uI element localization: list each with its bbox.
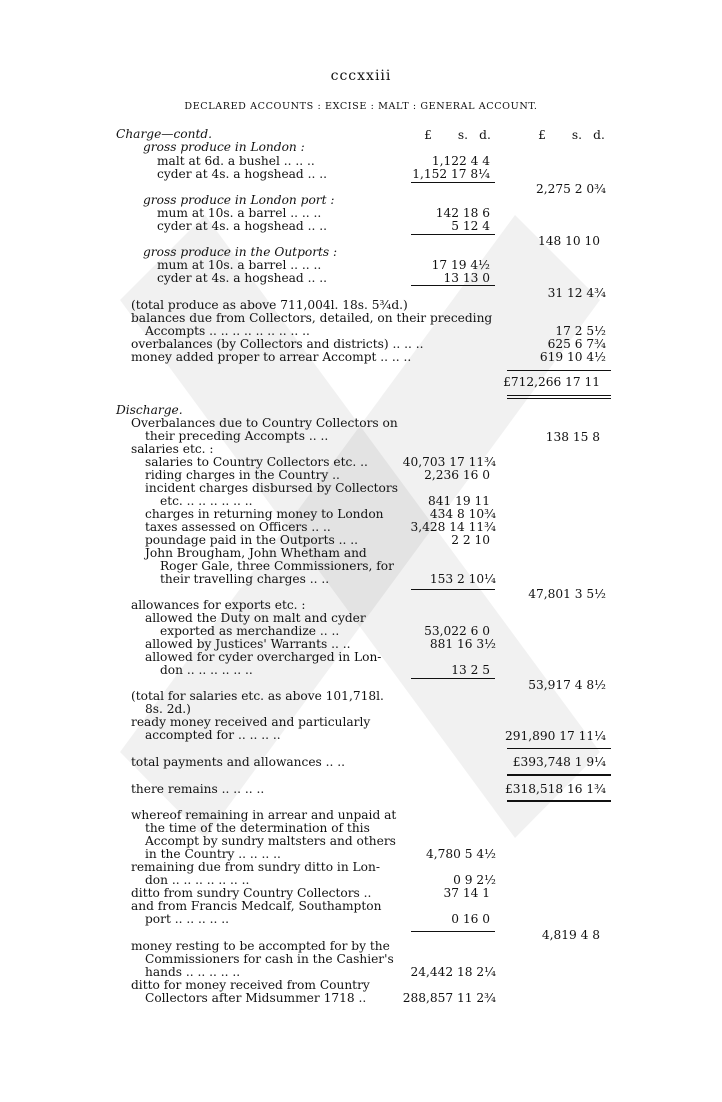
amount-left: 13 2 5 [451, 663, 490, 677]
entry-label: in the Country .. .. .. .. [145, 847, 281, 861]
entry-label: John Brougham, John Whetham and [145, 546, 367, 560]
amount-left: 881 16 3½ [429, 637, 496, 651]
entry-label: their travelling charges .. .. [160, 572, 330, 586]
amount-right: 17 2 5½ [555, 324, 606, 338]
amount-left: 5 12 4 [451, 219, 490, 233]
entry-label: don .. .. .. .. .. .. .. [145, 873, 250, 887]
entry-label: don .. .. .. .. .. .. [160, 663, 253, 677]
amount-left: 0 9 2½ [453, 873, 496, 887]
entry-label: taxes assessed on Officers .. .. [145, 520, 331, 534]
entry-label: their preceding Accompts .. .. [145, 429, 329, 443]
total-rule [507, 774, 611, 776]
entry-label: balances due from Collectors, detailed, on their preceding [131, 311, 493, 325]
entry-label: salaries to Country Collectors etc. .. [145, 455, 368, 469]
entry-label: port .. .. .. .. .. [145, 912, 229, 926]
entry-label: cyder at 4s. a hogshead .. .. [157, 167, 327, 181]
entry-label: whereof remaining in arrear and unpaid at [131, 808, 397, 822]
amount-left: 434 8 10¾ [429, 507, 496, 521]
entry-label: poundage paid in the Outports .. .. [145, 533, 358, 547]
col-header-pence-1: d. [479, 128, 491, 142]
entry-label: mum at 10s. a barrel .. .. .. [157, 206, 322, 220]
entry-label: Accompts .. .. .. .. .. .. .. .. .. [145, 324, 310, 338]
entry-label: and from Francis Medcalf, Southampton [131, 899, 382, 913]
amount-left: 1,122 4 4 [431, 154, 490, 168]
amount-left: 53,022 6 0 [424, 624, 490, 638]
amount-left: 2,236 16 0 [424, 468, 490, 482]
total-rule [507, 748, 611, 749]
amount-left: 37 14 1 [443, 886, 490, 900]
amount-left: 24,442 18 2¼ [410, 965, 496, 979]
entry-label: ready money received and particularly [131, 715, 371, 729]
entry-label: money resting to be accompted for by the [131, 939, 390, 953]
remains-amount: £318,518 16 1¾ [505, 782, 606, 796]
col-header-shillings-1: s. [457, 128, 469, 142]
entry-label: (total for salaries etc. as above 101,718l. [131, 689, 384, 703]
entry-label: exported as merchandize .. .. [160, 624, 340, 638]
entry-label: Commissioners for cash in the Cashier's [145, 952, 394, 966]
entry-label: (total produce as above 711,004l. 18s. 5¾d.) [131, 298, 408, 312]
entry-label: allowed for cyder overcharged in Lon- [145, 650, 382, 664]
running-heading: DECLARED ACCOUNTS : EXCISE : MALT : GENERAL ACCOUNT. [184, 101, 538, 112]
entry-label: Accompt by sundry maltsters and others [145, 834, 396, 848]
amount-left: 40,703 17 11¾ [402, 455, 496, 469]
amount-right: 291,890 17 11¼ [505, 729, 606, 743]
amount-right: 53,917 4 8½ [528, 678, 606, 692]
entry-label: there remains .. .. .. .. [131, 782, 265, 796]
col-header-pounds-1: £ [424, 128, 432, 142]
entry-label: total payments and allowances .. .. [131, 755, 346, 769]
entry-label: riding charges in the Country .. [145, 468, 340, 482]
amount-right: 138 15 8 [545, 430, 600, 444]
entry-label: allowed by Justices' Warrants .. .. [145, 637, 351, 651]
entry-label: cyder at 4s. a hogshead .. .. [157, 271, 327, 285]
total-payments-amount: £393,748 1 9¼ [512, 755, 606, 769]
amount-right: 148 10 10 [537, 234, 600, 248]
total-rule [507, 800, 611, 802]
col-header-pence-2: d. [593, 128, 605, 142]
amount-left: 288,857 11 2¾ [402, 991, 496, 1005]
sub-heading: gross produce in the Outports : [143, 245, 338, 259]
amount-right: 47,801 3 5½ [528, 587, 606, 601]
entry-label: etc. .. .. .. .. .. .. [160, 494, 253, 508]
entry-label: hands .. .. .. .. .. [145, 965, 241, 979]
entry-label: ditto for money received from Country [131, 978, 370, 992]
amount-left: 13 13 0 [443, 271, 490, 285]
entry-label: the time of the determination of this [145, 821, 370, 835]
entry-label: 8s. 2d.) [145, 702, 191, 716]
entry-label: charges in returning money to London [145, 507, 384, 521]
amount-left: 841 19 11 [427, 494, 490, 508]
entry-label: Collectors after Midsummer 1718 .. [145, 991, 367, 1005]
entry-label: accompted for .. .. .. .. [145, 728, 281, 742]
section-title-charge: Charge—contd. [116, 127, 213, 141]
total-rule [507, 370, 611, 371]
amount-right: 2,275 2 0¾ [536, 182, 606, 196]
entry-label: ditto from sundry Country Collectors .. [131, 886, 372, 900]
amount-left: 2 2 10 [451, 533, 490, 547]
entry-label: money added proper to arrear Accompt .. .. .. [131, 350, 412, 364]
entry-label: allowances for exports etc. : [131, 598, 306, 612]
charge-grand-total: £712,266 17 11 [503, 375, 600, 389]
entry-label: cyder at 4s. a hogshead .. .. [157, 219, 327, 233]
amount-right: 4,819 4 8 [541, 928, 600, 942]
entry-label: malt at 6d. a bushel .. .. .. [157, 154, 315, 168]
sub-heading: gross produce in London : [143, 140, 305, 154]
amount-left: 4,780 5 4½ [426, 847, 496, 861]
entry-label: incident charges disbursed by Collectors [145, 481, 398, 495]
entry-label: allowed the Duty on malt and cyder [145, 611, 366, 625]
page-number: cccxxiii [330, 68, 392, 84]
amount-left: 3,428 14 11¾ [410, 520, 496, 534]
amount-left: 1,152 17 8¼ [412, 167, 490, 181]
col-header-pounds-2: £ [538, 128, 546, 142]
amount-right: 625 6 7¾ [547, 337, 606, 351]
entry-label: remaining due from sundry ditto in Lon- [131, 860, 380, 874]
entry-label: Overbalances due to Country Collectors on [131, 416, 398, 430]
section-title-discharge: Discharge. [116, 403, 183, 417]
amount-left: 142 18 6 [435, 206, 490, 220]
total-double-rule [507, 395, 611, 399]
amount-right: 619 10 4½ [539, 350, 606, 364]
entry-label: salaries etc. : [131, 442, 214, 456]
entry-label: overbalances (by Collectors and districts) .. .. .. [131, 337, 424, 351]
col-header-shillings-2: s. [571, 128, 583, 142]
amount-left: 17 19 4½ [431, 258, 490, 272]
entry-label: Roger Gale, three Commissioners, for [160, 559, 394, 573]
sub-heading: gross produce in London port : [143, 193, 335, 207]
amount-right: 31 12 4¾ [547, 286, 606, 300]
subtotal-rule [411, 285, 495, 286]
amount-left: 0 16 0 [451, 912, 490, 926]
entry-label: mum at 10s. a barrel .. .. .. [157, 258, 322, 272]
amount-left: 153 2 10¼ [429, 572, 496, 586]
